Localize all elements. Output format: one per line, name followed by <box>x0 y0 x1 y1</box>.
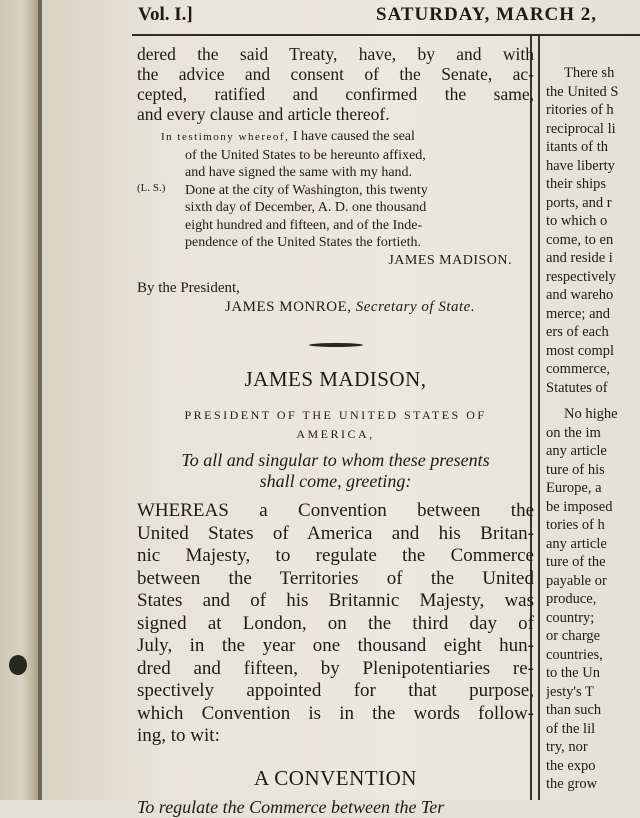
proclamation-office: PRESIDENT OF THE UNITED STATES OF AMERICA, <box>184 408 487 441</box>
text-line: July, in the year one thousand eight hun- <box>137 635 534 656</box>
text-line: dred and fifteen, by Plenipotentiaries re- <box>137 657 534 679</box>
main-column <box>137 44 534 818</box>
text-line: eight hundred and fifteen, and of the Inde- <box>185 217 423 233</box>
right-paragraph-1: There sh the United S ritories of h reciprocal li itants of th have liberty their ships ports, and r to which o come, to en and reside i respectively and wareho merce; and ers of each most compl commerce, Statutes of <box>546 65 619 396</box>
running-head <box>138 4 640 28</box>
text-line: ing, to wit: <box>137 725 220 746</box>
convention-heading: A CONVENTION <box>254 765 417 790</box>
text-line: pendence of the United States the fortieth. <box>185 235 421 250</box>
section-ornament <box>309 343 363 347</box>
text-line: Done at the city of Washington, this twenty <box>185 182 428 198</box>
right-column-cropped <box>546 64 640 794</box>
by-president-label: By the President, <box>137 280 240 296</box>
text-line: and have signed the same with my hand. <box>185 165 413 180</box>
treaty-ratification-text <box>137 44 534 124</box>
countersignature <box>137 279 534 317</box>
convention-subtitle: To regulate the Commerce between the Ter <box>137 796 445 817</box>
proclamation-heading: JAMES MADISON, <box>244 367 427 391</box>
text-line: the advice and consent of the Senate, ac- <box>137 64 534 84</box>
signature-monroe: JAMES MONROE, Secretary of State. <box>225 299 476 315</box>
text-line: In testimony whereof, I have caused the seal <box>161 129 415 144</box>
text-line: between the Territories of the United <box>137 567 534 589</box>
volume-label: Vol. I.] <box>138 4 193 25</box>
text-line: signed at London, on the third day of <box>137 612 534 634</box>
text-line: of the United States to be hereunto affixed, <box>185 147 426 163</box>
book-binding <box>0 0 40 800</box>
attestation-block <box>137 128 534 269</box>
text-line: spectively appointed for that purpose, <box>137 680 534 701</box>
text-line: nic Majesty, to regulate the Commerce <box>137 545 534 566</box>
text-line: United States of America and his Britan- <box>137 522 534 544</box>
binding-stitch-hole <box>9 655 27 675</box>
text-line: WHEREAS a Convention between the <box>137 500 534 521</box>
head-rule <box>132 34 640 36</box>
seal-mark: (L. S.) <box>137 182 166 194</box>
signature-madison: JAMES MADISON. <box>388 252 512 268</box>
text-line: sixth day of December, A. D. one thousand <box>185 200 427 215</box>
proclamation-greeting: To all and singular to whom these presents shall come, greeting: <box>181 450 490 491</box>
right-paragraph-2: No highe on the im any article ture of his Europe, a be imposed tories of h any article ture of the payable or produce, country; or charge countries, to the Un jesty's T than such of the lil try, nor the expo the grow <box>546 406 618 792</box>
text-line: dered the said Treaty, have, by and with <box>137 44 534 64</box>
testimony-lead: In testimony whereof, <box>161 131 290 143</box>
issue-date: SATURDAY, MARCH 2, <box>376 4 598 25</box>
whereas-paragraph <box>137 500 534 748</box>
monroe-title: Secretary of State. <box>355 299 476 315</box>
text-line: which Convention is in the words follow- <box>137 702 534 724</box>
text-line: and every clause and article thereof. <box>137 104 390 124</box>
text-line: cepted, ratified and confirmed the same, <box>137 84 534 104</box>
column-rule-double <box>538 36 540 800</box>
text-line: States and of his Britannic Majesty, was <box>137 590 534 611</box>
